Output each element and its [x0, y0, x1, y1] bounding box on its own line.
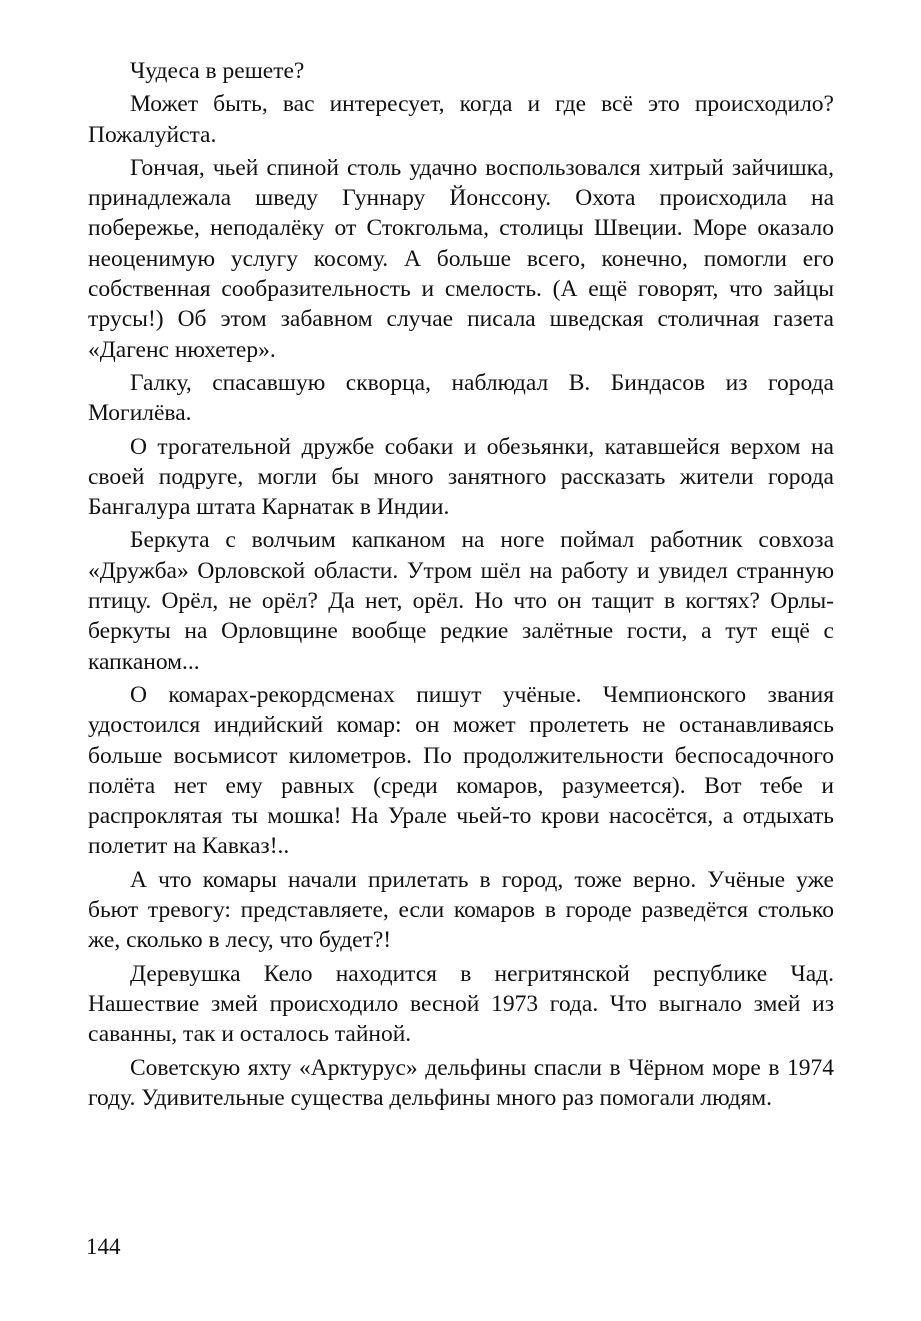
paragraph: Гончая, чьей спиной столь удачно воспользовался хитрый зайчишка, принадлежала шведу Гуннару Йонссону. Охота происходила на побережье, неподалёку от Стокгольма, столицы Швеции. Море оказало неоценимую услугу косому. А больше всего, конечно, помогли его собственная сообразительность и смелость. (А ещё говорят, что зайцы трусы!) Об этом забавном случае писала шведская столичная газета «Дагенс нюхетер».: [88, 154, 834, 363]
paragraph: О комарах-рекордсменах пишут учёные. Чемпионского звания удостоился индийский комар: он может пролететь не останавливаясь больше восьмисот километров. По продолжительности беспосадочного полёта нет ему равных (среди комаров, разумеется). Вот тебе и распроклятая ты мошка! На Урале чьей-то крови насосётся, а отдыхать полетит на Кавказ!..: [88, 681, 834, 860]
paragraph: Беркута с волчьим капканом на ноге поймал работник совхоза «Дружба» Орловской области. Утром шёл на работу и увидел странную птицу. Орёл, не орёл? Да нет, орёл. Но что он тащит в когтях? Орлы-беркуты на Орловщине вообще редкие залётные гости, а тут ещё с капканом...: [88, 527, 834, 675]
paragraph: Может быть, вас интересует, когда и где всё это происходило? Пожалуйста.: [88, 91, 834, 148]
body-text: [88, 56, 834, 1116]
paragraph: Деревушка Кело находится в негритянской республике Чад. Нашествие змей происходило весной 1973 года. Что выгнало змей из саванны, так и осталось тайной.: [88, 960, 834, 1048]
paragraph: Чудеса в решете?: [130, 58, 305, 84]
paragraph: О трогательной дружбе собаки и обезьянки, катавшейся верхом на своей подруге, могли бы много занятного рассказать жители города Бангалура штата Карнатак в Индии.: [88, 433, 834, 521]
paragraph: А что комары начали прилетать в город, тоже верно. Учёные уже бьют тревогу: представляете, если комаров в городе разведётся столько же, сколько в лесу, что будет?!: [88, 866, 834, 954]
page-number: 144: [86, 1234, 121, 1259]
paragraph: Советскую яхту «Арктурус» дельфины спасли в Чёрном море в 1974 году. Удивительные существа дельфины много раз помогали людям.: [88, 1054, 834, 1111]
paragraph: Галку, спасавшую скворца, наблюдал В. Биндасов из города Могилёва.: [88, 369, 834, 427]
